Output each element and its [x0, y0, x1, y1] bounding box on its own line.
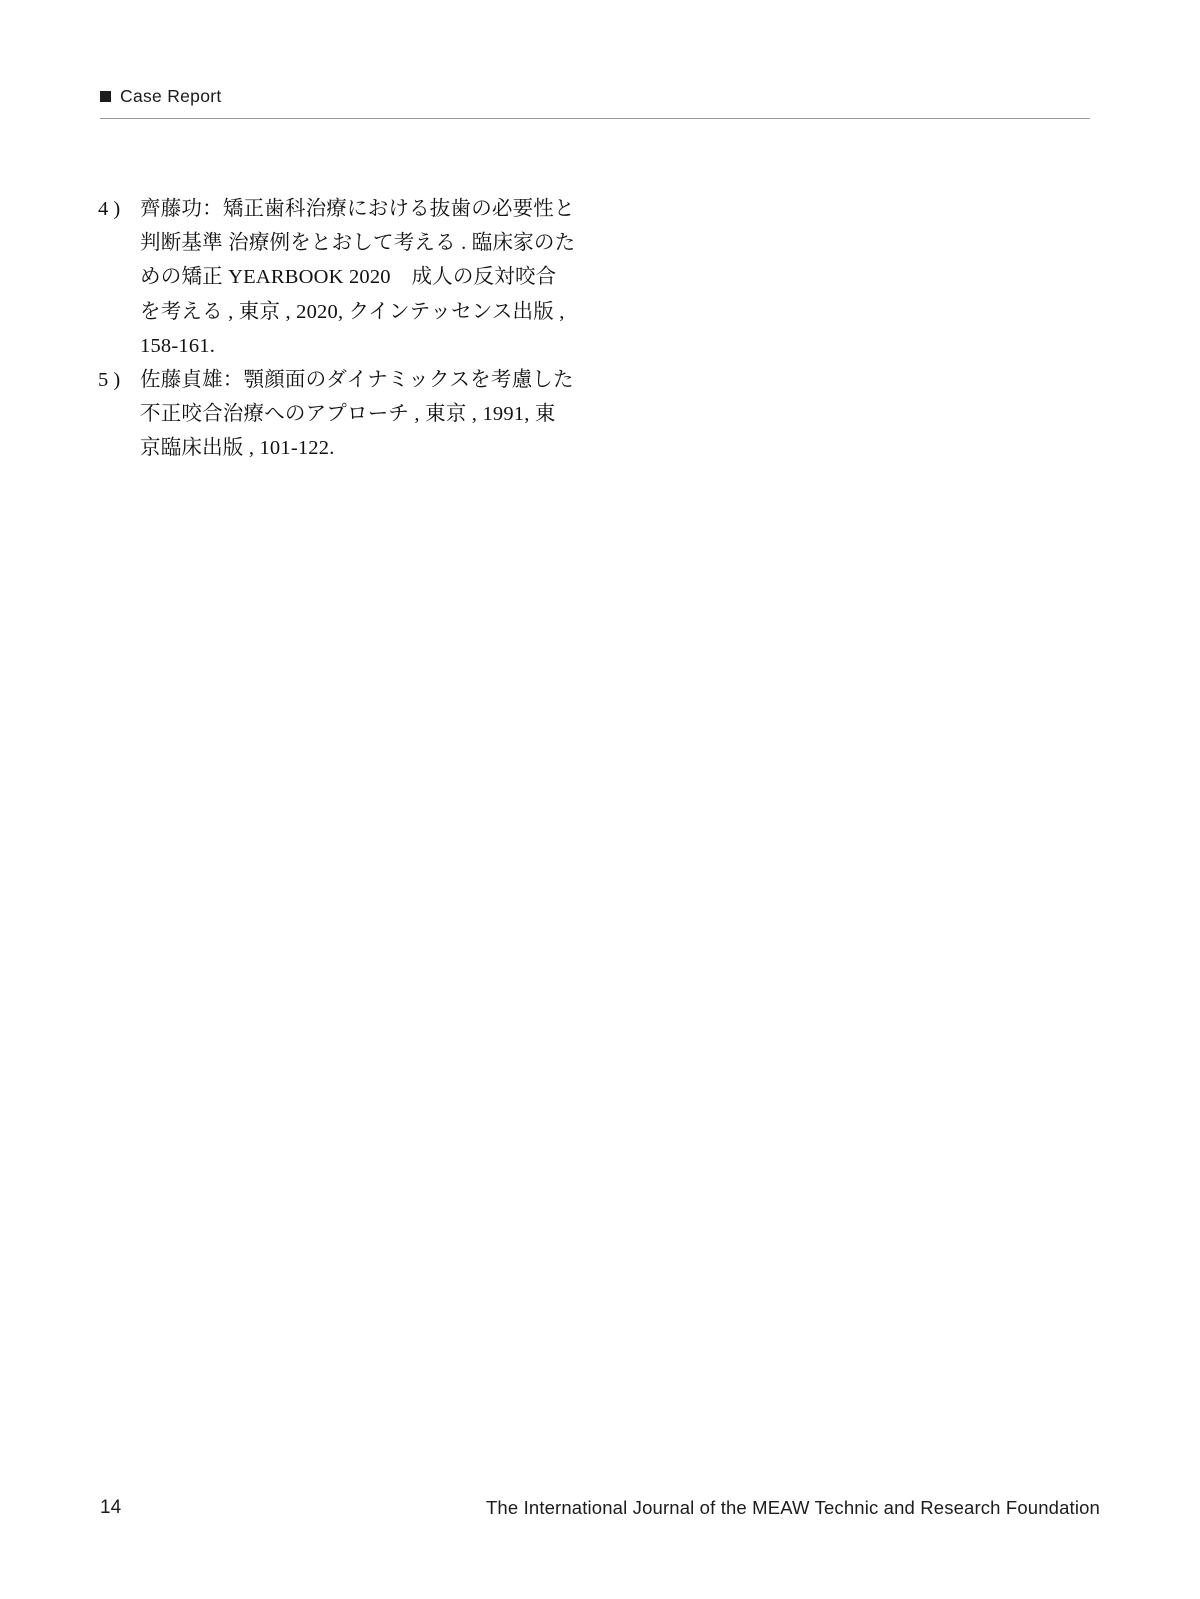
reference-line: 不正咬合治療へのアプローチ , 東京 , 1991, 東: [140, 403, 556, 426]
reference-line: 佐藤貞雄：顎顔面のダイナミックスを考慮した: [140, 369, 574, 392]
reference-line: 158-161.: [140, 334, 216, 357]
reference-line: 齊藤功：矯正歯科治療における抜歯の必要性と: [140, 198, 575, 220]
reference-text: [140, 363, 578, 466]
reference-line: 判断基準 治療例をとおして考える . 臨床家のた: [140, 232, 576, 255]
reference-item: [98, 363, 578, 466]
journal-title: The International Journal of the MEAW Technic and Research Foundation: [485, 1497, 1100, 1518]
reference-line: めの矯正 YEARBOOK 2020 成人の反対咬合: [140, 266, 557, 289]
filled-square-icon: [100, 91, 111, 102]
reference-item: [98, 192, 578, 363]
reference-number: 5 ): [98, 369, 121, 392]
reference-number: 4 ): [98, 198, 121, 220]
section-label-text: Case Report: [120, 86, 222, 106]
page-number: 14: [100, 1497, 122, 1518]
reference-text: [140, 192, 578, 363]
header-divider: [100, 118, 1090, 119]
reference-line: 京臨床出版 , 101-122.: [140, 437, 335, 460]
reference-line: を考える , 東京 , 2020, クインテッセンス出版 ,: [140, 300, 565, 323]
reference-list: [98, 192, 578, 466]
page-footer: [100, 1495, 1100, 1521]
page-header: [100, 88, 1090, 122]
section-label: [100, 88, 1090, 113]
